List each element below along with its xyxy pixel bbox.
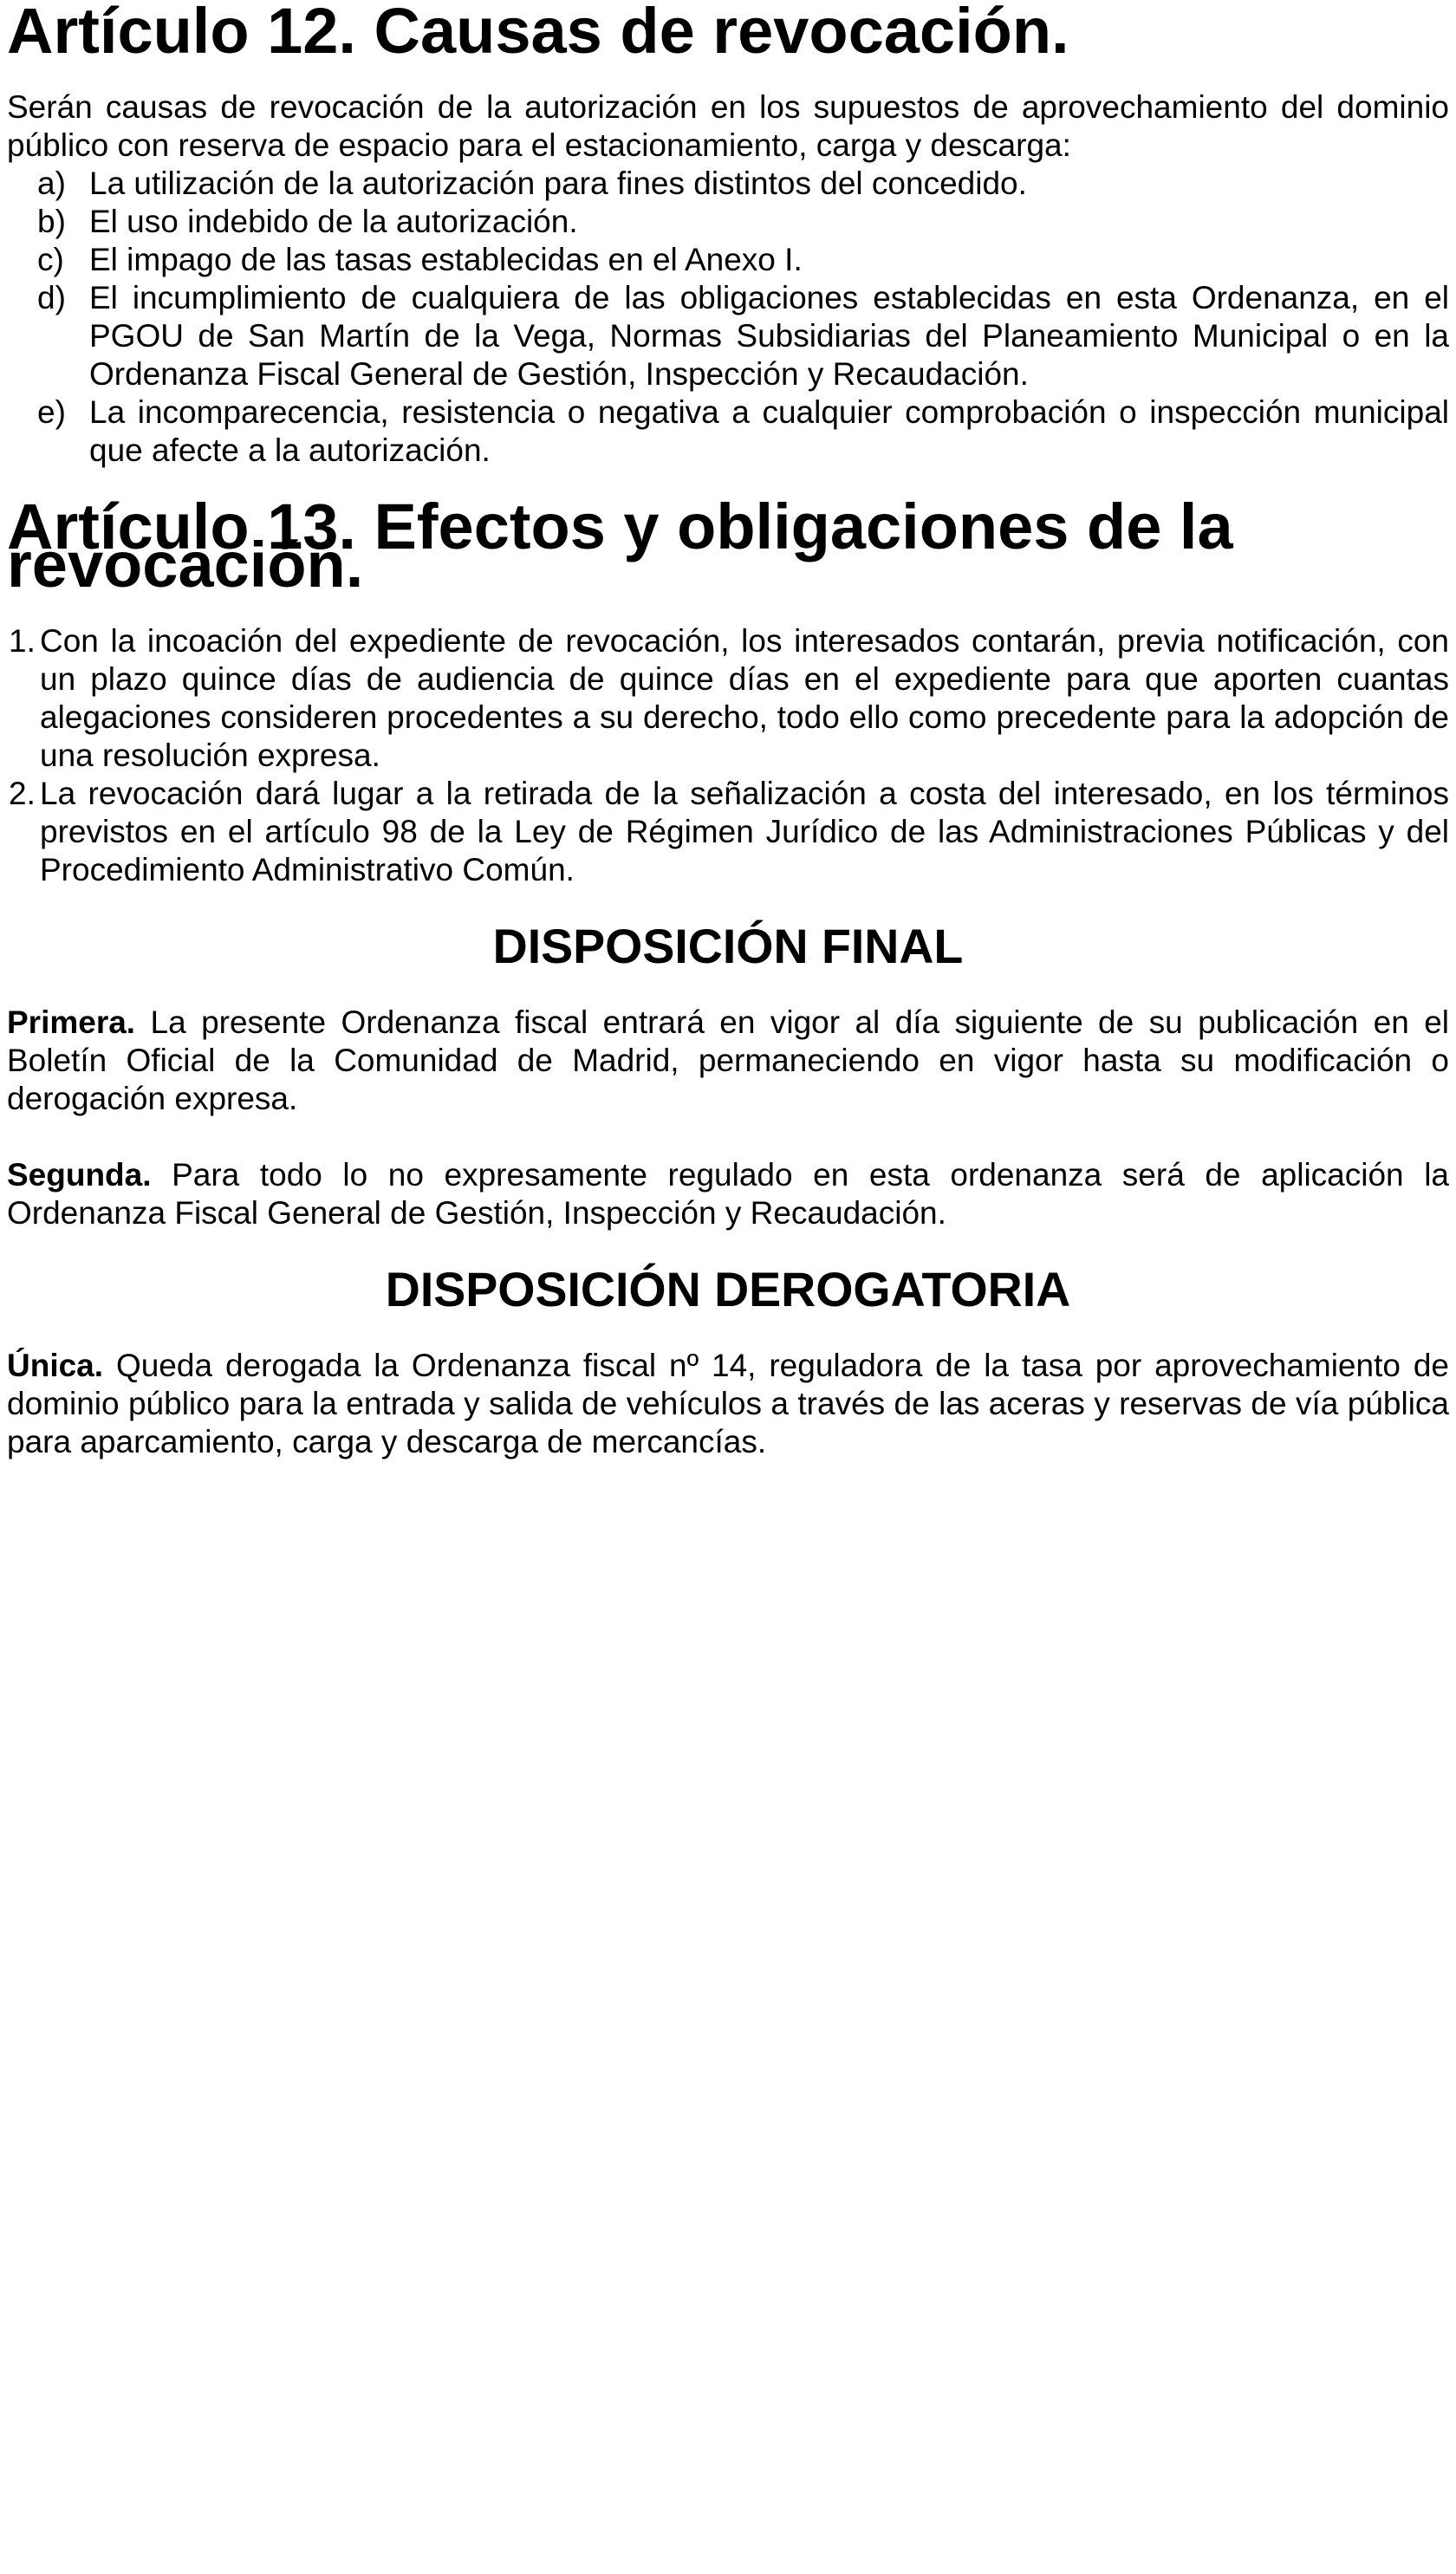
- segunda-text: Para todo lo no expresamente regulado en esta ordenanza será de aplicación la Ordenanza Fiscal General de Gestión, Inspección y Recaudación.: [7, 1157, 1449, 1231]
- numbered-item-2-text: La revocación dará lugar a la retirada de la señalización a costa del interesado, en los términos previstos en el artículo 98 de la Ley de Régimen Jurídico de las Administraciones Públicas y del Procedimiento Administrativo Común.: [40, 776, 1449, 887]
- unica-paragraph: [7, 1347, 1449, 1461]
- disposicion-final-heading: DISPOSICIÓN FINAL: [492, 920, 964, 973]
- numbered-marker-1: 1.: [9, 623, 36, 659]
- numbered-item-2: [9, 775, 1449, 889]
- article-12-heading: Artículo 12. Causas de revocación.: [7, 0, 1069, 67]
- primera-text: La presente Ordenanza fiscal entrará en vigor al día siguiente de su publicación en el Boletín Oficial de la Comunidad de Madrid, permaneciendo en vigor hasta su modificación o derogación expresa.: [7, 1004, 1450, 1116]
- list-item-c: [37, 241, 1449, 279]
- list-marker-a: a): [37, 166, 66, 201]
- list-marker-d: d): [37, 280, 66, 315]
- list-marker-b: b): [37, 204, 66, 239]
- revocation-causes-list: [7, 165, 1449, 470]
- segunda-lead: Segunda.: [7, 1157, 152, 1193]
- numbered-item-1-text: Con la incoación del expediente de revocación, los interesados contarán, previa notificación, con un plazo quince días de audiencia de quince días en el expediente para que aporten cuantas alegaciones consideren procedentes a su derecho, todo ello como precedente para la adopción de una resolución expresa.: [40, 623, 1449, 773]
- blank-page-area: [7, 1499, 1449, 2539]
- article-13-heading: Artículo 13. Efectos y obligaciones de la revocación.: [7, 491, 1233, 601]
- numbered-marker-2: 2.: [9, 776, 36, 811]
- unica-lead: Única.: [7, 1348, 104, 1383]
- numbered-item-1: [9, 622, 1449, 775]
- list-marker-e: e): [37, 394, 66, 430]
- article-12-intro-paragraph: Serán causas de revocación de la autorización en los supuestos de aprovechamiento del dominio público con reserva de espacio para el estacionamiento, carga y descarga:: [7, 89, 1449, 163]
- list-item-e: [37, 393, 1449, 470]
- primera-lead: Primera.: [7, 1004, 136, 1040]
- list-item-d-text: El incumplimiento de cualquiera de las obligaciones establecidas en esta Ordenanza, en el PGOU de San Martín de la Vega, Normas Subsidiarias del Planeamiento Municipal o en la Ordenanza Fiscal General de Gestión, Inspección y Recaudación.: [89, 280, 1449, 392]
- list-item-b-text: El uso indebido de la autorización.: [89, 204, 578, 239]
- list-item-a: [37, 165, 1449, 203]
- list-item-a-text: La utilización de la autorización para fines distintos del concedido.: [89, 166, 1027, 201]
- disposicion-derogatoria-heading: DISPOSICIÓN DEROGATORIA: [385, 1263, 1071, 1316]
- primera-paragraph: [7, 1004, 1449, 1118]
- list-item-d: [37, 279, 1449, 393]
- list-marker-c: c): [37, 242, 64, 277]
- list-item-c-text: El impago de las tasas establecidas en el Anexo I.: [89, 242, 803, 277]
- list-item-e-text: La incomparecencia, resistencia o negativa a cualquier comprobación o inspección municipal que afecte a la autorización.: [89, 394, 1449, 468]
- list-item-b: [37, 203, 1449, 241]
- unica-text: Queda derogada la Ordenanza fiscal nº 14, reguladora de la tasa por aprovechamiento de dominio público para la entrada y salida de vehículos a través de las aceras y reservas de vía pública para aparcamiento, carga y descarga de mercancías.: [7, 1348, 1449, 1459]
- revocation-effects-list: [7, 622, 1449, 889]
- segunda-paragraph: [7, 1156, 1449, 1232]
